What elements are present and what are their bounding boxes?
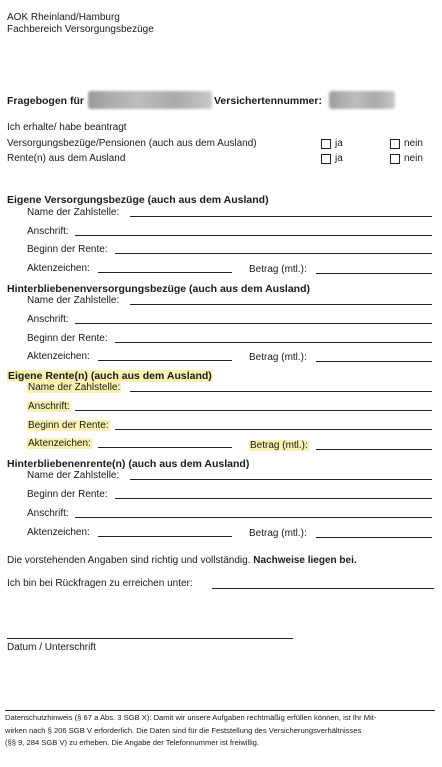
address-label: Anschrift: <box>27 226 69 237</box>
address-field[interactable] <box>75 323 432 324</box>
amount-field[interactable] <box>316 273 432 274</box>
foreign-no-label: nein <box>404 153 423 164</box>
signature-label: Datum / Unterschrift <box>7 642 96 653</box>
pension-yes-checkbox[interactable] <box>321 139 331 149</box>
intro-text: Ich erhalte/ habe beantragt <box>7 122 127 133</box>
section-title: Hinterbliebenenrente(n) (auch aus dem Ausland) <box>7 458 250 470</box>
payer-name-label: Name der Zahlstelle: <box>27 207 120 218</box>
amount-label: Betrag (mtl.): <box>249 528 307 539</box>
pension-start-field[interactable] <box>115 253 432 254</box>
pension-start-field[interactable] <box>115 429 432 430</box>
foreign-no-checkbox[interactable] <box>390 154 400 164</box>
pension-yes-label: ja <box>335 138 343 149</box>
file-number-field[interactable] <box>98 447 232 448</box>
address-label: Anschrift: <box>28 401 70 412</box>
address-field[interactable] <box>75 517 432 518</box>
signature-line[interactable] <box>7 638 293 639</box>
privacy-line: Datenschutzhinweis (§ 67 a Abs. 3 SGB X): Damit wir unsere Aufgaben rechtmäßig erfüllen können, ist Ihr Mit- <box>5 713 377 722</box>
pension-start-label: Beginn der Rente: <box>27 244 108 255</box>
amount-field[interactable] <box>316 449 432 450</box>
amount-label: Betrag (mtl.): <box>249 264 307 275</box>
contact-field[interactable] <box>212 588 434 589</box>
payer-name-label: Name der Zahlstelle: <box>27 295 120 306</box>
section-title: Eigene Versorgungsbezüge (auch aus dem Ausland) <box>7 194 269 206</box>
file-number-label: Aktenzeichen: <box>27 351 90 362</box>
pension-no-label: nein <box>404 138 423 149</box>
foreign-yes-checkbox[interactable] <box>321 154 331 164</box>
privacy-notice <box>5 710 435 750</box>
organization-name: AOK Rheinland/Hamburg <box>7 12 120 23</box>
evidence-attached-text: Nachweise liegen bei. <box>253 555 357 566</box>
file-number-field[interactable] <box>98 536 232 537</box>
redacted-insurance-number <box>329 91 395 109</box>
payer-name-field[interactable] <box>130 391 432 392</box>
redacted-name <box>88 91 212 109</box>
file-number-field[interactable] <box>98 360 232 361</box>
payer-name-label: Name der Zahlstelle: <box>28 382 121 393</box>
address-label: Anschrift: <box>27 508 69 519</box>
section-title: Hinterbliebenenversorgungsbezüge (auch aus dem Ausland) <box>7 283 310 295</box>
privacy-line: (§§ 9, 284 SGB V) zu erheben. Die Angabe der Telefonnummer ist freiwillig. <box>5 738 259 747</box>
department-name: Fachbereich Versorgungsbezüge <box>7 24 154 35</box>
form-title: Fragebogen für <box>7 95 85 107</box>
insurance-number-label: Versichertennummer: <box>214 95 322 107</box>
pension-start-field[interactable] <box>115 342 432 343</box>
file-number-field[interactable] <box>98 272 232 273</box>
payer-name-field[interactable] <box>130 479 432 480</box>
pension-start-field[interactable] <box>115 498 432 499</box>
address-label: Anschrift: <box>27 314 69 325</box>
contact-label: Ich bin bei Rückfragen zu erreichen unter: <box>7 578 193 589</box>
payer-name-label: Name der Zahlstelle: <box>27 470 120 481</box>
question-pension: Versorgungsbezüge/Pensionen (auch aus dem Ausland) <box>7 138 257 149</box>
amount-field[interactable] <box>316 537 432 538</box>
file-number-label: Aktenzeichen: <box>27 263 90 274</box>
amount-label: Betrag (mtl.): <box>249 352 307 363</box>
amount-field[interactable] <box>316 361 432 362</box>
file-number-label: Aktenzeichen: <box>28 438 91 449</box>
privacy-line: wirken nach § 206 SGB V erforderlich. Die Daten sind für die Feststellung des Versicherungsverhältnisses <box>5 725 362 735</box>
address-field[interactable] <box>75 410 432 411</box>
address-field[interactable] <box>75 235 432 236</box>
payer-name-field[interactable] <box>130 304 432 305</box>
file-number-label: Aktenzeichen: <box>27 527 90 538</box>
confirmation-text: Die vorstehenden Angaben sind richtig und vollständig. Nachweise liegen bei. <box>7 555 357 566</box>
question-foreign-pension: Rente(n) aus dem Ausland <box>7 153 126 164</box>
pension-no-checkbox[interactable] <box>390 139 400 149</box>
pension-start-label: Beginn der Rente: <box>28 420 109 431</box>
section-title: Eigene Rente(n) (auch aus dem Ausland) <box>8 370 212 382</box>
foreign-yes-label: ja <box>335 153 343 164</box>
payer-name-field[interactable] <box>130 216 432 217</box>
pension-start-label: Beginn der Rente: <box>27 489 108 500</box>
amount-label: Betrag (mtl.): <box>250 440 308 451</box>
pension-start-label: Beginn der Rente: <box>27 333 108 344</box>
